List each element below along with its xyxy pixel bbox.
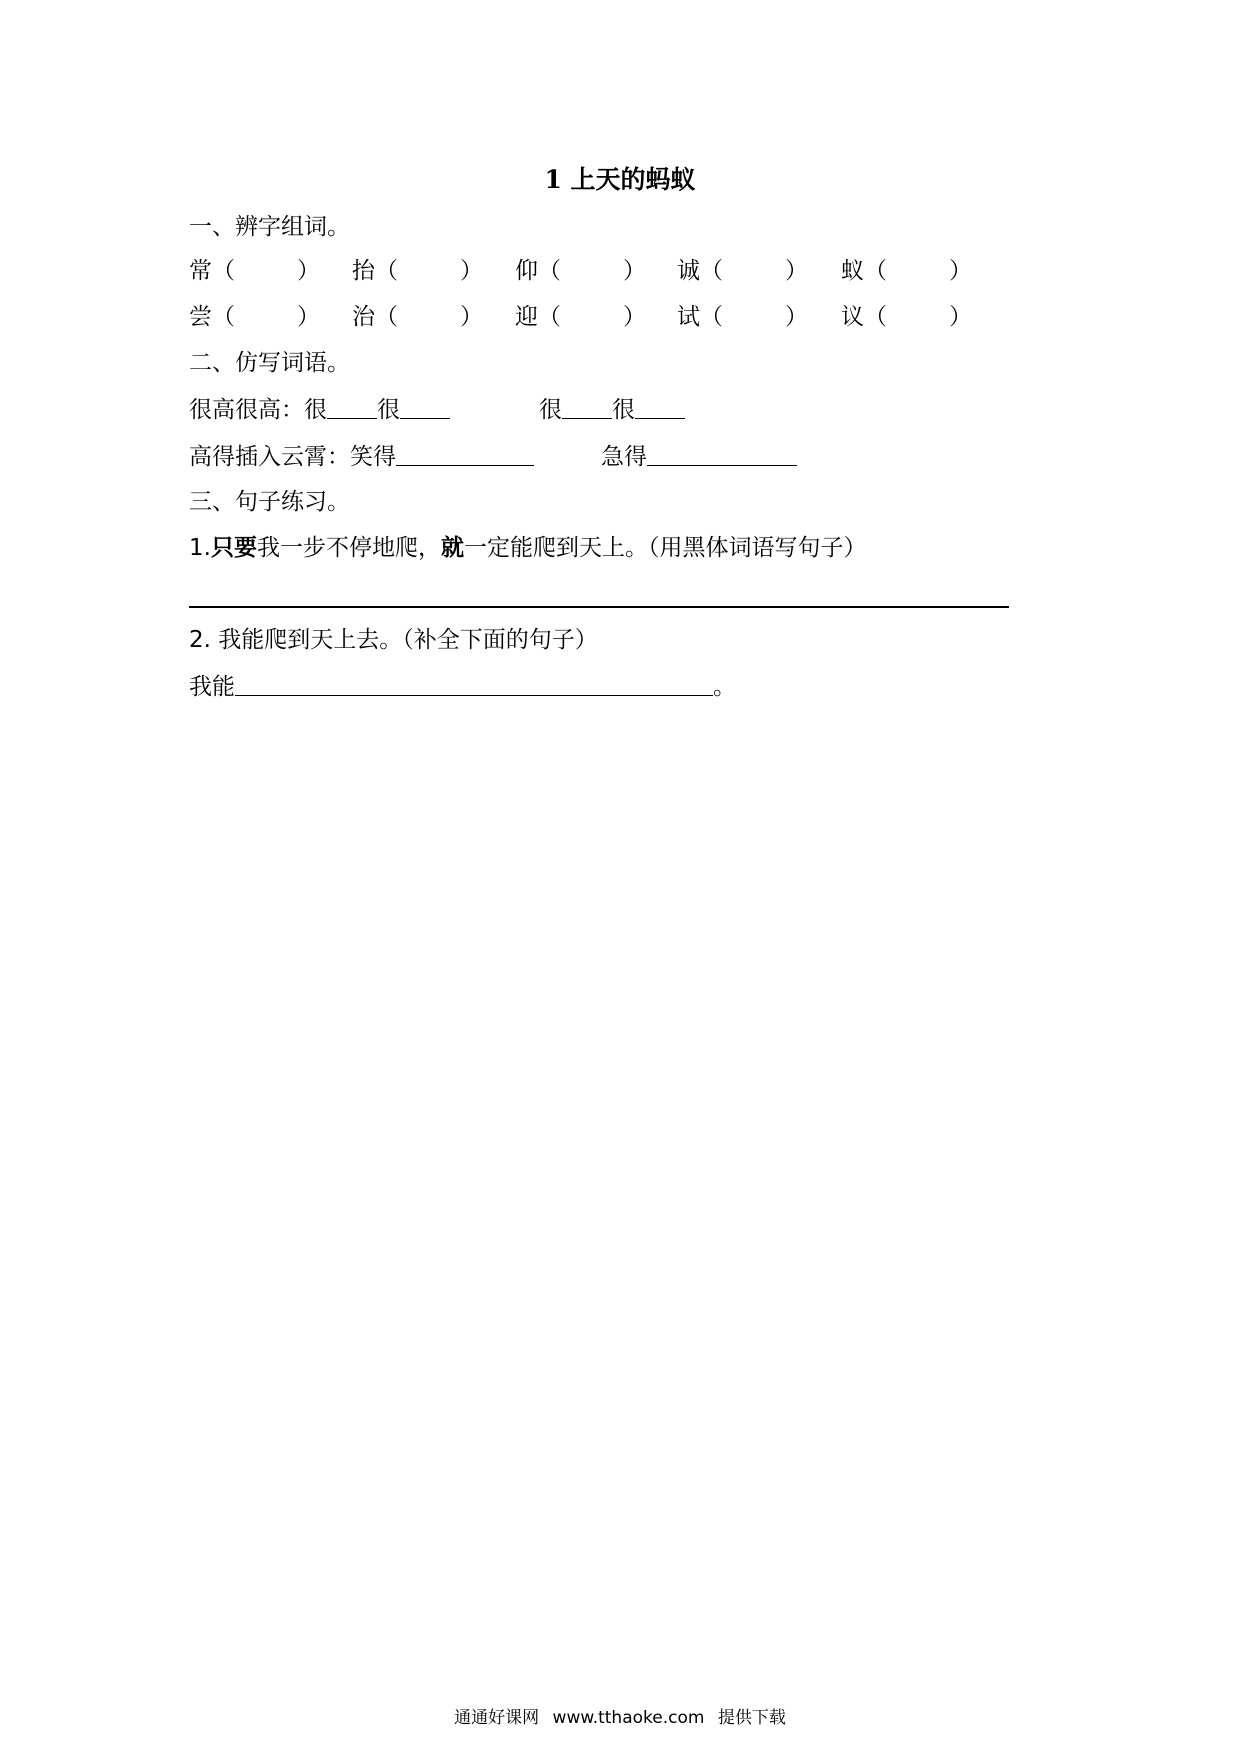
answer-blank[interactable] — [562, 394, 612, 419]
section1-heading: 一、辨字组词。 — [189, 214, 350, 240]
word-pair-10: 议（ ） — [841, 304, 972, 330]
answer-blank[interactable] — [400, 394, 450, 419]
answer-blank[interactable] — [396, 441, 534, 466]
word-pair-1: 常（ ） — [189, 258, 320, 284]
imitate-line-2: 高得插入云霄：笑得 — [189, 441, 534, 472]
word-pair-7: 治（ ） — [352, 304, 483, 330]
word-pair-4: 诚（ ） — [677, 258, 808, 284]
footer — [0, 1703, 1240, 1728]
answer-blank[interactable] — [635, 394, 685, 419]
answer-blank[interactable] — [327, 394, 377, 419]
answer-blank[interactable] — [647, 441, 797, 466]
imitate-line-1b: 很 很 — [539, 394, 685, 425]
word-pair-5: 蚁（ ） — [841, 258, 972, 284]
footer-brand: 通通好课网 — [454, 1708, 540, 1728]
question-1: 1.只要我一步不停地爬，就一定能爬到天上。（用黑体词语写句子） — [189, 535, 867, 561]
answer-line[interactable] — [189, 606, 1009, 608]
question-2: 2. 我能爬到天上去。（补全下面的句子） — [189, 627, 598, 653]
word-pair-2: 抬（ ） — [352, 258, 483, 284]
page-title: 1 上天的蚂蚁 — [544, 165, 696, 194]
word-pair-8: 迎（ ） — [515, 304, 646, 330]
word-pair-6: 尝（ ） — [189, 304, 320, 330]
word-pair-9: 试（ ） — [677, 304, 808, 330]
footer-url[interactable]: www.tthaoke.com — [552, 1708, 705, 1728]
answer-blank[interactable] — [235, 671, 713, 696]
footer-note: 提供下载 — [717, 1708, 786, 1728]
imitate-line-2b: 急得 — [601, 441, 797, 472]
word-pair-3: 仰（ ） — [515, 258, 646, 284]
section2-heading: 二、仿写词语。 — [189, 350, 350, 376]
question-2-answer: 我能 。 — [189, 671, 736, 702]
imitate-line-1: 很高很高：很 很 — [189, 394, 450, 425]
section3-heading: 三、句子练习。 — [189, 489, 350, 515]
